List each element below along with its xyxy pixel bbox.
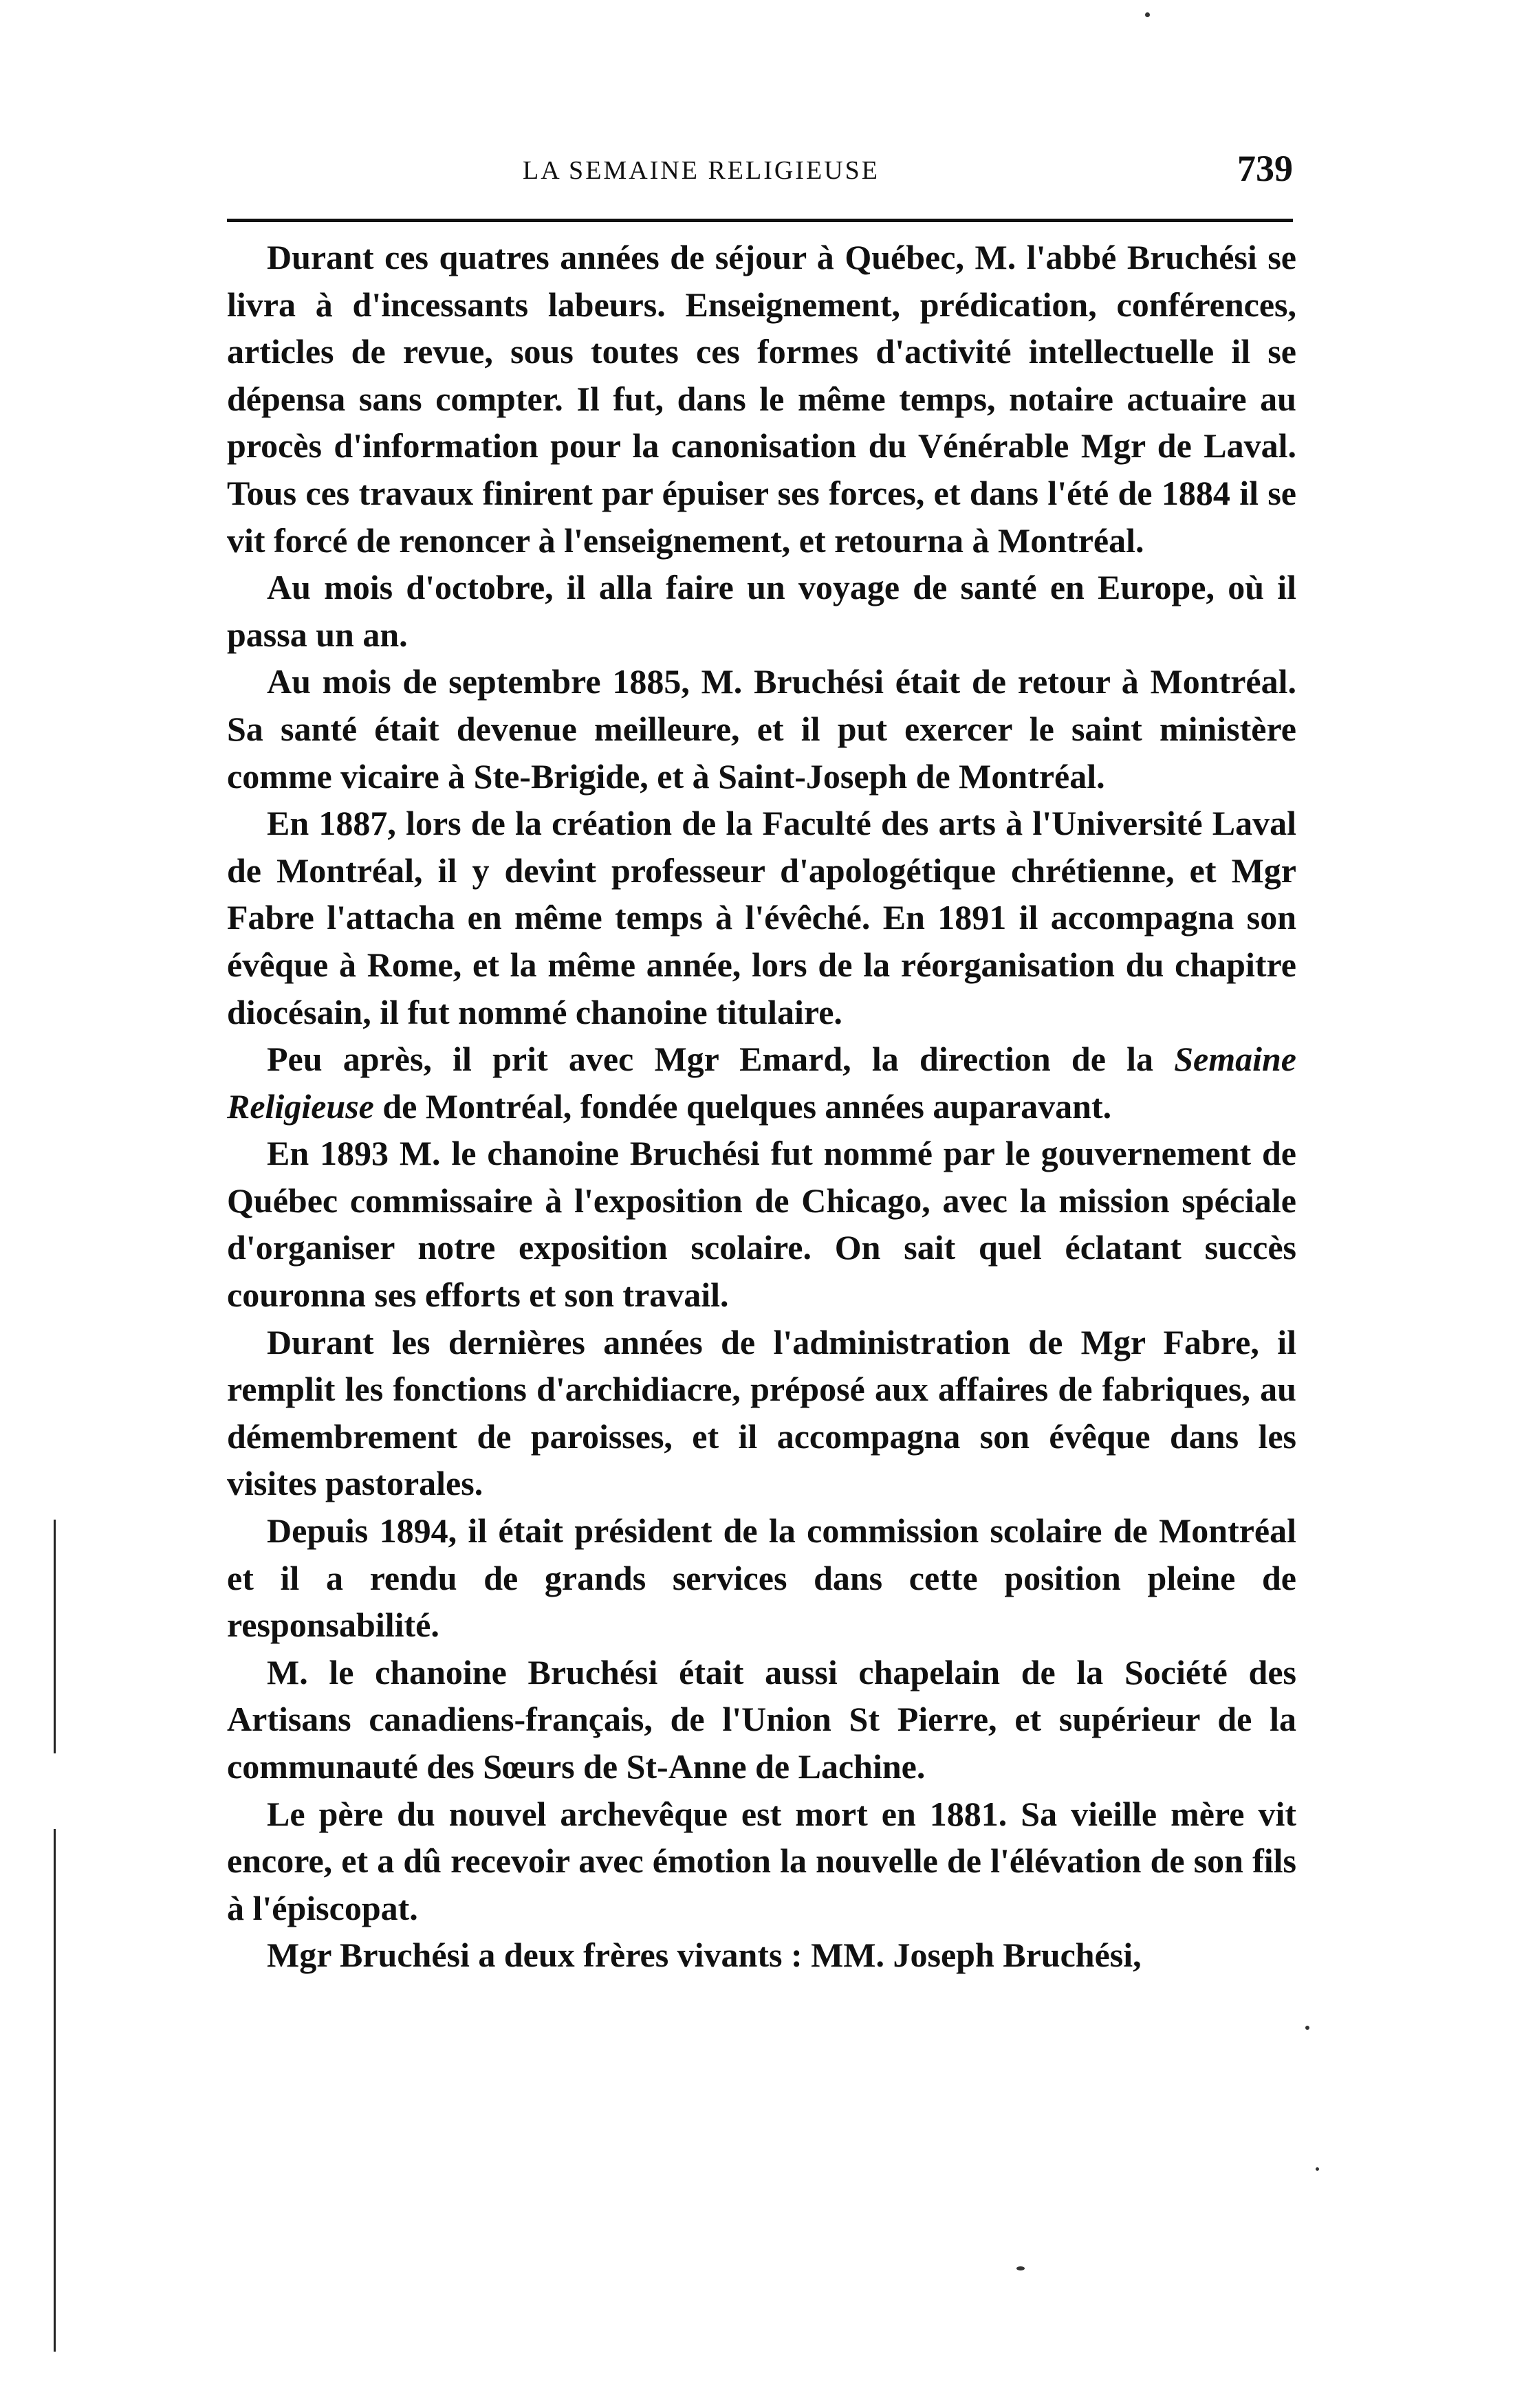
paragraph-europe-voyage: Au mois d'octobre, il alla faire un voyage de santé en Europe, où il passa un an. <box>227 568 1296 654</box>
paragraph-text-after: de Montréal, fondée quelques années auparavant. <box>373 1086 1112 1126</box>
scan-speck <box>1145 12 1150 17</box>
paragraph-family: Le père du nouvel archevêque est mort en 1881. Sa vieille mère vit encore, et a dû recevoir avec émotion la nouvelle de l'élévation de son fils à l'épiscopat. <box>227 1794 1296 1927</box>
scan-margin-line <box>54 1829 56 2352</box>
scan-speck <box>1016 2266 1025 2270</box>
header-rule <box>227 219 1293 222</box>
paragraph-archidiacre: Durant les dernières années de l'administration de Mgr Fabre, il remplit les fonctions d'archidiacre, préposé aux affaires de fabriques, au démembrement de paroisses, et il accompagna son évêque dans les visites pastorales. <box>227 1322 1296 1503</box>
paragraph-chapelain: M. le chanoine Bruchési était aussi chapelain de la Société des Artisans canadiens-français, de l'Union St Pierre, et supérieur de la communauté des Sœurs de St-Anne de Lachine. <box>227 1652 1296 1786</box>
paragraph-semaine-religieuse <box>227 1036 1296 1130</box>
paragraph-return-1885: Au mois de septembre 1885, M. Bruchési était de retour à Montréal. Sa santé était devenue meilleure, et il put exercer le saint ministère comme vicaire à Ste-Brigide, et à Saint-Joseph de Montréal. <box>227 662 1296 796</box>
running-head <box>227 148 1300 193</box>
running-title: LA SEMAINE RELIGIEUSE <box>523 156 880 185</box>
scan-margin-line <box>54 1520 56 1753</box>
page-number: 739 <box>1237 148 1293 189</box>
paragraph-university-1887: En 1887, lors de la création de la Faculté des arts à l'Université Laval de Montréal, il y devint professeur d'apologétique chrétienne, et Mgr Fabre l'attacha en même temps à l'évêché. En 1891 il accompagna son évêque à Rome, et la même année, lors de la réorganisation du chapitre diocésain, il fut nommé chanoine titulaire. <box>227 804 1296 1031</box>
publication-title: Semaine Religieuse <box>227 1040 1296 1126</box>
scan-speck <box>1305 2026 1309 2030</box>
scan-speck <box>1316 2167 1319 2171</box>
paragraph-brothers: Mgr Bruchési a deux frères vivants : MM. Joseph Bruchési, <box>267 1936 1142 1975</box>
paragraph-text-before: Peu après, il prit avec Mgr Emard, la direction de la <box>267 1040 1175 1079</box>
body-text <box>227 234 1296 1979</box>
paragraph-commission-scolaire: Depuis 1894, il était président de la commission scolaire de Montréal et il a rendu de grands services dans cette position pleine de responsabilité. <box>227 1511 1296 1645</box>
paragraph-chicago-1893: En 1893 M. le chanoine Bruchési fut nommé par le gouvernement de Québec commissaire à l'exposition de Chicago, avec la mission spéciale d'organiser notre exposition scolaire. On sait quel éclatant succès couronna ses efforts et son travail. <box>227 1134 1296 1315</box>
paragraph-quebec-years: Durant ces quatres années de séjour à Québec, M. l'abbé Bruchési se livra à d'incessants labeurs. Enseignement, prédication, conférences, articles de revue, sous toutes ces formes d'activité intellectuelle il se dépensa sans compter. Il fut, dans le même temps, notaire actuaire au procès d'information pour la canonisation du Vénérable Mgr de Laval. Tous ces travaux finirent par épuiser ses forces, et dans l'été de 1884 il se vit forcé de renoncer à l'enseignement, et retourna à Montréal. <box>227 238 1296 560</box>
